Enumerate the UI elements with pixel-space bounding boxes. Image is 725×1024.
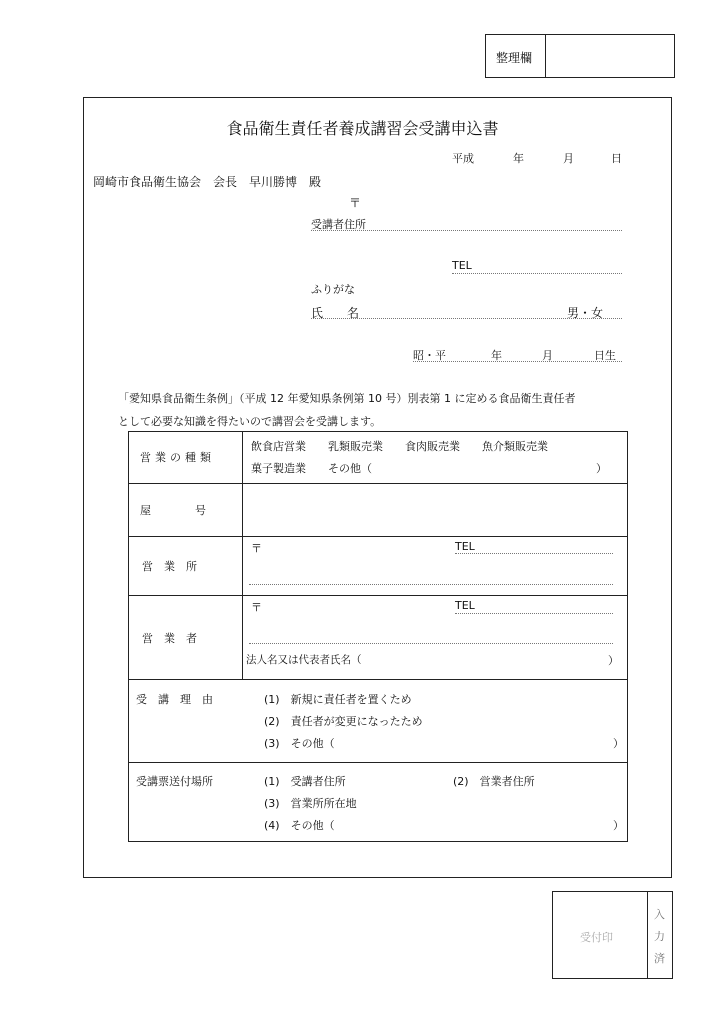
corp-name-label: 法人名又は代表者氏名（ <box>246 654 362 666</box>
shop-name-input[interactable] <box>244 485 626 535</box>
statement-line-2: として必要な知識を得たいので講習会を受講します。 <box>118 415 382 428</box>
business-operator-label: 営 業 者 <box>142 632 197 645</box>
reason-label: 受 講 理 由 <box>136 693 213 706</box>
name-field[interactable] <box>311 318 622 319</box>
furigana-label: ふりがな <box>311 283 355 296</box>
shop-name-label: 屋 号 <box>140 504 206 517</box>
corp-name-close: ） <box>608 654 619 667</box>
tel-label: TEL <box>452 259 472 272</box>
date-month: 月 <box>563 152 574 165</box>
reception-stamp-label: 受付印 <box>580 931 613 944</box>
business-type-options-1[interactable]: 飲食店営業 乳類販売業 食肉販売業 魚介類販売業 <box>251 440 548 453</box>
business-operator-address-field[interactable] <box>249 643 613 644</box>
date-era: 平成 <box>452 152 474 165</box>
business-operator-tel-field[interactable] <box>455 613 613 614</box>
date-day: 日 <box>611 152 622 165</box>
address-field[interactable] <box>311 230 622 231</box>
business-type-label: 営業の種類 <box>140 451 215 464</box>
birth-era[interactable]: 昭・平 <box>413 349 446 362</box>
ticket-close: ） <box>613 819 624 832</box>
addressee: 岡崎市食品衛生協会 会長 早川勝博 殿 <box>93 175 322 189</box>
form-title: 食品衛生責任者養成講習会受講申込書 <box>226 119 499 138</box>
birth-month: 月 <box>542 349 553 362</box>
entered-char-2: 力 <box>654 930 665 943</box>
entered-char-3: 済 <box>654 952 665 965</box>
postal-mark: 〒 <box>349 196 362 210</box>
seiri-label: 整理欄 <box>496 51 533 65</box>
business-place-postal: 〒 <box>251 542 262 555</box>
address-label: 受講者住所 <box>311 218 366 231</box>
business-place-tel: TEL <box>455 540 475 553</box>
date-year: 年 <box>513 152 524 165</box>
business-type-options-2[interactable]: 菓子製造業 その他（ <box>251 462 372 475</box>
statement-line-1: 「愛知県食品衛生条例」（平成 12 年愛知県条例第 10 号）別表第 1 に定める食品衛生責任者 <box>118 392 576 405</box>
business-operator-postal: 〒 <box>251 601 262 614</box>
gender-select[interactable]: 男・女 <box>567 306 604 320</box>
business-place-tel-field[interactable] <box>455 553 613 554</box>
ticket-option-2[interactable]: (2) 営業者住所 <box>453 775 535 788</box>
birth-year: 年 <box>491 349 502 362</box>
ticket-destination-label: 受講票送付場所 <box>136 775 213 788</box>
reason-option-3[interactable]: (3) その他（ <box>264 737 335 750</box>
reason-option-1[interactable]: (1) 新規に責任者を置くため <box>264 693 412 706</box>
ticket-option-3[interactable]: (3) 営業所所在地 <box>264 797 357 810</box>
reception-stamp-box <box>552 891 673 979</box>
seiri-box <box>485 34 675 78</box>
birth-field[interactable] <box>413 361 622 362</box>
birth-day: 日生 <box>594 349 616 362</box>
entered-char-1: 入 <box>654 908 665 921</box>
tel-field[interactable] <box>452 273 622 274</box>
ticket-option-4[interactable]: (4) その他（ <box>264 819 335 832</box>
business-type-close: ） <box>596 462 607 475</box>
business-operator-tel: TEL <box>455 599 475 612</box>
reason-option-2[interactable]: (2) 責任者が変更になったため <box>264 715 423 728</box>
ticket-option-1[interactable]: (1) 受講者住所 <box>264 775 346 788</box>
business-place-address-field[interactable] <box>249 584 613 585</box>
seiri-input[interactable] <box>546 35 674 77</box>
reason-close: ） <box>613 737 624 750</box>
name-label: 氏 名 <box>311 306 360 320</box>
business-place-label: 営 業 所 <box>142 560 197 573</box>
